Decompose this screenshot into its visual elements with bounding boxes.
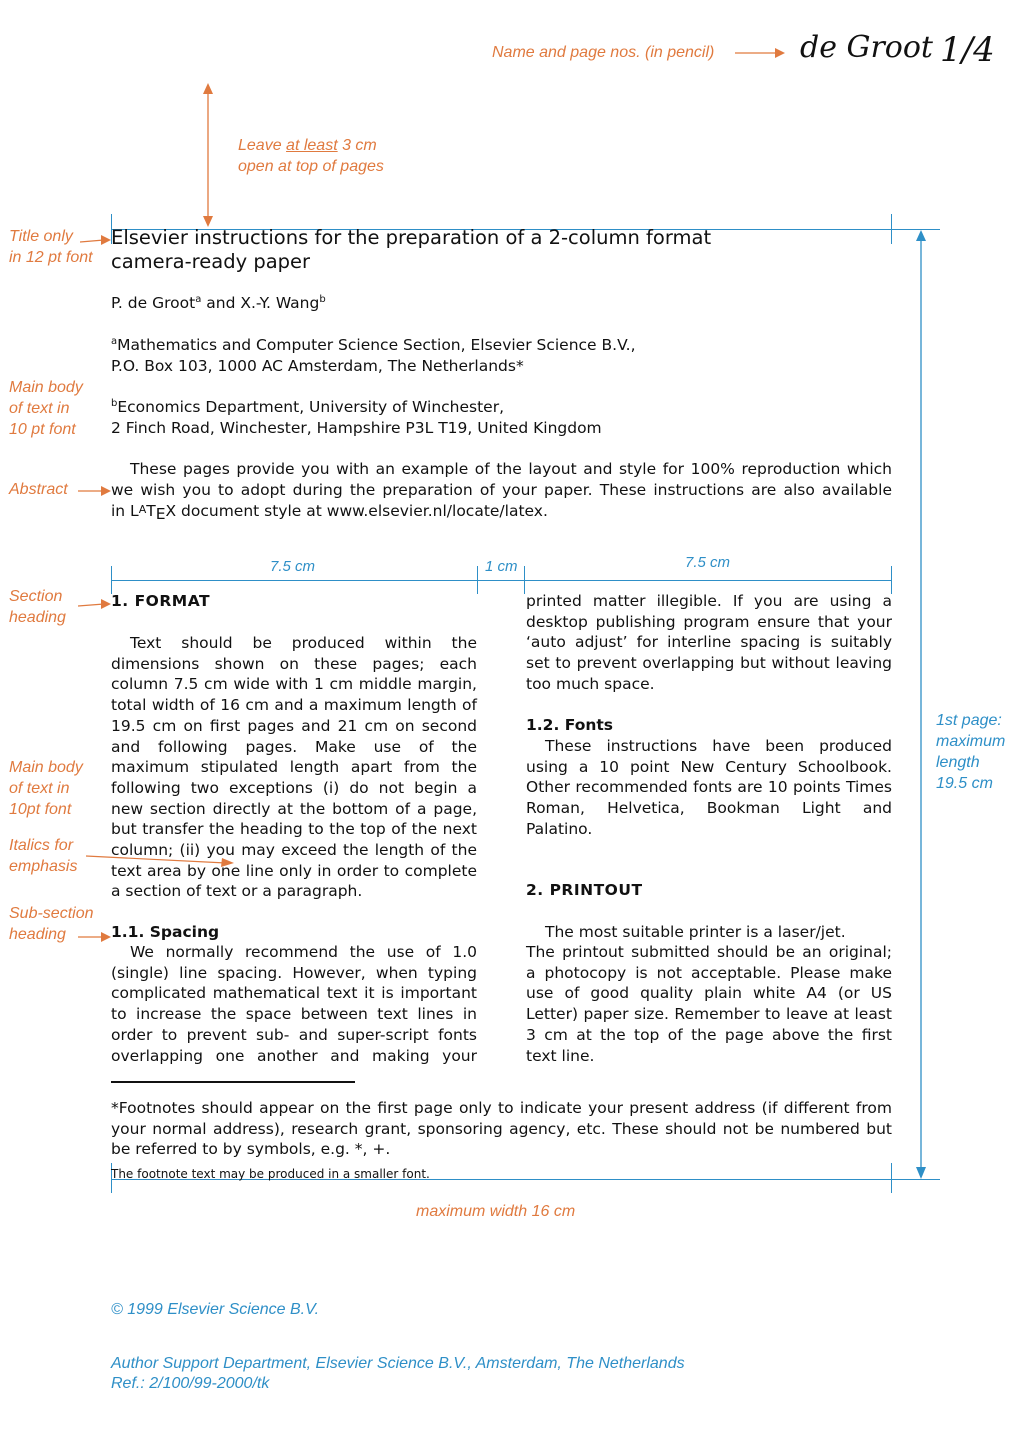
first-page-line2: maximum bbox=[936, 733, 1006, 750]
footnote: *Footnotes should appear on the first page only to indicate your present address (if different from your normal address), research grant, sponsoring agency, etc. These should not be numbered but be referred to by symbols, e.g. *, +. bbox=[111, 1099, 892, 1159]
page-number: 1/4 bbox=[940, 30, 995, 70]
section-2-heading: 2. PRINTOUT bbox=[526, 881, 643, 899]
main-body-b-line1: Main body bbox=[9, 759, 83, 776]
author-1-sup: a bbox=[195, 293, 202, 305]
section-heading-line2: heading bbox=[9, 609, 66, 626]
subsection-line1: Sub-section bbox=[9, 905, 94, 922]
title-only-line2: in 12 pt font bbox=[9, 249, 93, 266]
abstract bbox=[111, 459, 892, 525]
abstract-line3-text: X document style at www.elsevier.nl/locate/latex. bbox=[165, 502, 548, 521]
main-body-annotation-2 bbox=[9, 757, 83, 820]
column-ruler-line bbox=[111, 580, 891, 581]
subsection-line2: heading bbox=[9, 926, 66, 943]
main-body-line2: of text in bbox=[9, 400, 70, 417]
footer-department: Author Support Department, Elsevier Science B.V., Amsterdam, The Netherlands bbox=[111, 1355, 685, 1372]
aff-a-line2: P.O. Box 103, 1000 AC Amsterdam, The Netherlands* bbox=[111, 356, 524, 375]
latex-l: in L bbox=[111, 502, 139, 521]
leave-text-underline: at least bbox=[286, 137, 338, 154]
first-page-line1: 1st page: bbox=[936, 712, 1002, 729]
ruler-tick bbox=[477, 566, 478, 594]
leave-text-post: 3 cm bbox=[337, 137, 377, 154]
signature bbox=[800, 30, 933, 65]
aff-a-line1: Mathematics and Computer Science Section, Elsevier Science B.V., bbox=[117, 336, 636, 354]
italics-annotation bbox=[9, 835, 77, 877]
section-2-paragraph: The printout submitted should be an original; a photocopy is not acceptable. Please make use of good quality plain white A4 (or US Letter) paper size. Remember to leave at least 3 cm at the top of the page above the first text line. bbox=[526, 943, 892, 1065]
signature-text: de Groot bbox=[800, 30, 933, 65]
aff-b-line2: 2 Finch Road, Winchester, Hampshire P3L T19, United Kingdom bbox=[111, 418, 602, 437]
latex-t: T bbox=[146, 502, 156, 521]
italics-line2: emphasis bbox=[9, 858, 78, 875]
ruler-tick bbox=[111, 566, 112, 594]
ruler-tick bbox=[524, 566, 525, 594]
section-heading-line1: Section bbox=[9, 588, 63, 605]
right-column-paragraph: printed matter illegible. If you are using a desktop publishing program ensure that your ‘auto adjust’ for interline spacing is suitably set to prevent overlapping but without leaving too much space. bbox=[526, 592, 892, 693]
col-left-width-label: 7.5 cm bbox=[270, 558, 316, 575]
right-bottom-tick bbox=[891, 1163, 892, 1193]
first-page-line4: 19.5 cm bbox=[936, 775, 993, 792]
abstract-line3 bbox=[111, 500, 892, 525]
author-2: and X.-Y. Wang bbox=[201, 294, 320, 312]
author-1: P. de Groot bbox=[111, 294, 196, 312]
abstract-line2: we wish you to adopt during the preparation of your paper. These instructions are also available bbox=[111, 480, 892, 499]
paper-title bbox=[111, 226, 711, 274]
leave-text-line2: open at top of pages bbox=[238, 158, 384, 175]
affiliation-b bbox=[111, 397, 602, 438]
latex-a: A bbox=[138, 503, 147, 517]
latex-e: E bbox=[155, 505, 166, 524]
aff-b-line1: Economics Department, University of Winchester, bbox=[117, 398, 505, 416]
arrow-right-icon bbox=[78, 484, 112, 498]
subsection-1-2-paragraph: These instructions have been produced using a 10 point New Century Schoolbook. Other recommended fonts are 10 points Times Roman, Helvetica, Bookman Light and Palatino. bbox=[526, 737, 892, 838]
subsection-1-1-paragraph: We normally recommend the use of 1.0 (single) line spacing. However, when typing complicated mathematical text it is important to increase the space between text lines in order to prevent sub- and super-script fonts overlapping one another and making your bbox=[111, 943, 477, 1065]
first-page-length-annotation bbox=[936, 710, 1005, 794]
arrow-right-icon bbox=[735, 46, 787, 60]
col-gap-label: 1 cm bbox=[485, 558, 518, 575]
author-2-sup: b bbox=[319, 293, 326, 305]
main-body-line1: Main body bbox=[9, 379, 83, 396]
title-only-line1: Title only bbox=[9, 228, 73, 245]
leave-annotation bbox=[238, 135, 384, 177]
main-body-b-line3: 10pt font bbox=[9, 801, 72, 818]
section-heading-annotation bbox=[9, 586, 66, 628]
section-1-paragraph: Text should be produced within the dimensions shown on these pages; each column 7.5 cm wide with 1 cm middle margin, total width of 16 cm and a maximum length of 19.5 cm on first pages and 21 cm on second and following pages. Make use of the maximum stipulated length apart from the following two exceptions (i) do not begin a new section directly at the bottom of a page, but transfer the heading to the top of the next column; (ii) you may exceed the length of the text area by one line only in order to complete a section of text or a paragraph. bbox=[111, 634, 477, 901]
subsection-1-2-heading: 1.2. Fonts bbox=[526, 716, 614, 734]
first-page-line3: length bbox=[936, 754, 980, 771]
aff-a-sup: a bbox=[111, 335, 118, 347]
ruler-tick bbox=[891, 566, 892, 594]
section-1-heading: 1. FORMAT bbox=[111, 592, 211, 610]
authors bbox=[111, 293, 326, 314]
footnote-rule bbox=[111, 1081, 355, 1083]
main-body-line3: 10 pt font bbox=[9, 421, 76, 438]
italics-line1: Italics for bbox=[9, 837, 74, 854]
col-right-width-label: 7.5 cm bbox=[685, 554, 731, 571]
double-arrow-vertical-icon bbox=[200, 82, 216, 228]
abstract-annotation: Abstract bbox=[9, 481, 68, 498]
main-body-b-line2: of text in bbox=[9, 780, 70, 797]
subsection-1-1-heading: 1.1. Spacing bbox=[111, 923, 220, 941]
aff-b-sup: b bbox=[111, 397, 118, 409]
leave-text-pre: Leave bbox=[238, 137, 287, 154]
arrow-right-icon bbox=[78, 930, 112, 944]
max-width-annotation: maximum width 16 cm bbox=[416, 1203, 576, 1220]
copyright: © 1999 Elsevier Science B.V. bbox=[111, 1301, 320, 1318]
length-double-arrow-icon bbox=[913, 229, 929, 1181]
arrow-right-icon bbox=[80, 233, 112, 247]
right-top-tick bbox=[891, 214, 892, 244]
footnote-small: The footnote text may be produced in a smaller font. bbox=[111, 1167, 430, 1181]
arrow-right-icon bbox=[78, 597, 112, 611]
main-body-annotation bbox=[9, 377, 83, 440]
paper-title-line2: camera-ready paper bbox=[111, 250, 311, 273]
name-page-annotation: Name and page nos. (in pencil) bbox=[492, 44, 715, 61]
affiliation-a bbox=[111, 335, 636, 376]
abstract-line1: These pages provide you with an example of the layout and style for 100% reproduction which bbox=[130, 460, 892, 478]
footer-ref: Ref.: 2/100/99-2000/tk bbox=[111, 1375, 270, 1392]
section-2-line1: The most suitable printer is a laser/jet. bbox=[545, 923, 846, 941]
paper-title-line1: Elsevier instructions for the preparation of a 2-column format bbox=[111, 226, 712, 249]
